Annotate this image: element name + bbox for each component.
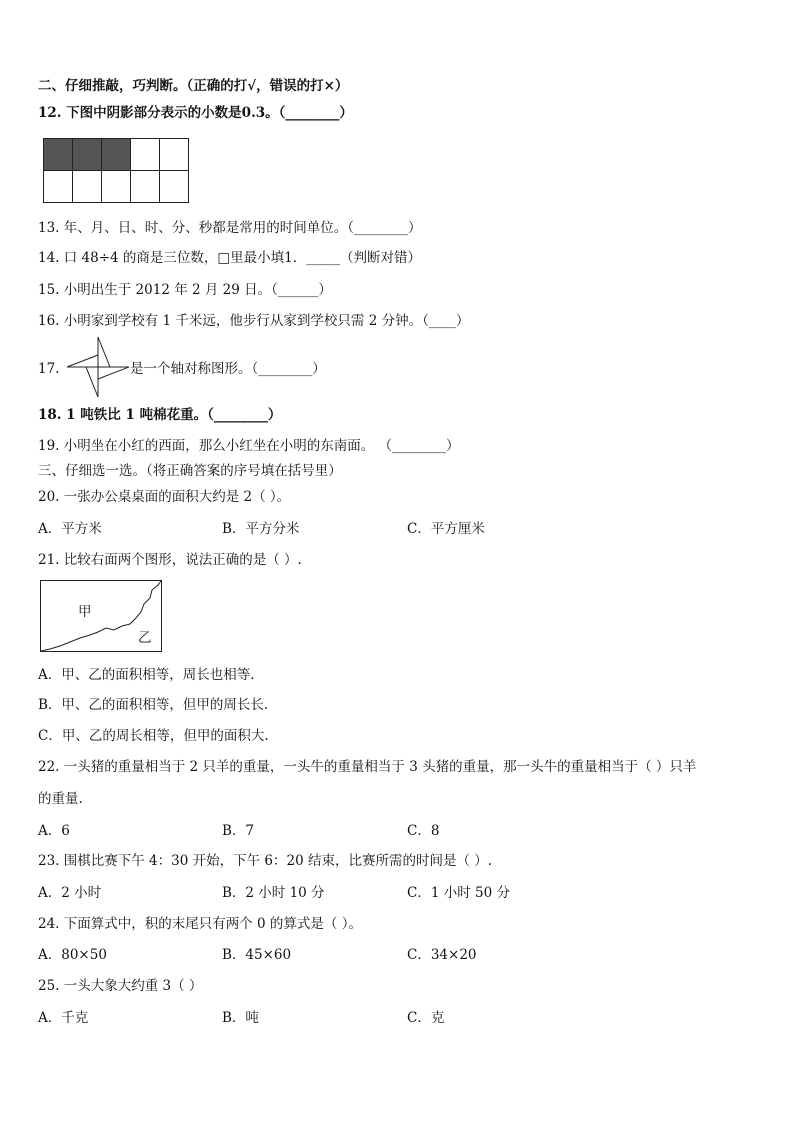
grid-cell (131, 171, 160, 203)
q22-option-c: C．8 (407, 823, 440, 839)
q20-option-a: A．平方米 (38, 521, 102, 537)
grid-cell-shaded (73, 139, 102, 171)
grid-cell (102, 171, 131, 203)
q24-option-c: C．34×20 (407, 947, 477, 963)
q25-option-a: A．千克 (38, 1010, 89, 1026)
question-15: 15. 小明出生于 2012 年 2 月 29 日。（______） (38, 282, 332, 298)
question-22-line2: 的重量. (38, 791, 83, 807)
q21-option-a: A．甲、乙的面积相等，周长也相等. (38, 667, 255, 683)
q21-option-c: C．甲、乙的周长相等，但甲的面积大. (38, 728, 269, 744)
grid-cell (73, 171, 102, 203)
q24-option-b: B．45×60 (222, 947, 292, 963)
q23-option-b: B．2 小时 10 分 (222, 885, 325, 901)
grid-cell (160, 139, 189, 171)
figure-label-yi: 乙 (138, 630, 152, 646)
question-13: 13. 年、月、日、时、分、秒都是常用的时间单位。（________） (38, 220, 422, 236)
question-25: 25. 一头大象大约重 3（ ） (38, 978, 203, 994)
question-16: 16. 小明家到学校有 1 千米远，他步行从家到学校只需 2 分钟。（____） (38, 313, 470, 329)
question-12: 12. 下图中阴影部分表示的小数是0.3。（________） (38, 105, 353, 121)
question-14: 14. 口 48÷4 的商是三位数，□里最小填1．_____（判断对错） (38, 250, 422, 266)
q24-option-a: A．80×50 (38, 947, 107, 963)
q23-option-c: C．1 小时 50 分 (407, 885, 510, 901)
grid-cell (44, 171, 73, 203)
section-3-title: 三、仔细选一选。（将正确答案的序号填在括号里） (38, 463, 342, 479)
decimal-grid-figure (43, 138, 189, 203)
question-20: 20. 一张办公桌桌面的面积大约是 2（ ）。 (38, 489, 291, 505)
question-22-line1: 22. 一头猪的重量相当于 2 只羊的重量，一头牛的重量相当于 3 头猪的重量，那一头牛的重量相当于（ ）只羊 (38, 759, 697, 775)
figure-label-jia: 甲 (78, 604, 92, 620)
grid-cell-shaded (102, 139, 131, 171)
q22-option-a: A．6 (38, 823, 70, 839)
q21-option-b: B．甲、乙的面积相等，但甲的周长长. (38, 697, 269, 713)
section-2-title: 二、仔细推敲，巧判断。（正确的打√，错误的打×） (38, 78, 349, 94)
question-23: 23. 围棋比赛下午 4：30 开始，下午 6：20 结束，比赛所需的时间是（ ）. (38, 853, 493, 869)
question-21: 21. 比较右面两个图形，说法正确的是（ ）. (38, 552, 302, 568)
q25-option-b: B．吨 (222, 1010, 259, 1026)
grid-cell-shaded (44, 139, 73, 171)
q20-option-b: B．平方分米 (222, 521, 300, 537)
q22-option-b: B．7 (222, 823, 255, 839)
question-17-number: 17. (38, 361, 60, 377)
question-19: 19. 小明坐在小红的西面，那么小红坐在小明的东南面。 （________） (38, 438, 460, 454)
question-18: 18. 1 吨铁比 1 吨棉花重。（________） (38, 407, 282, 423)
q25-option-c: C．克 (407, 1010, 445, 1026)
question-24: 24. 下面算式中，积的末尾只有两个 0 的算式是（ ）。 (38, 916, 362, 932)
q20-option-c: C．平方厘米 (407, 521, 485, 537)
grid-cell (131, 139, 160, 171)
grid-cell (160, 171, 189, 203)
question-17-text: 是一个轴对称图形。（________） (130, 361, 326, 377)
q23-option-a: A．2 小时 (38, 885, 102, 901)
pinwheel-figure (66, 336, 130, 398)
